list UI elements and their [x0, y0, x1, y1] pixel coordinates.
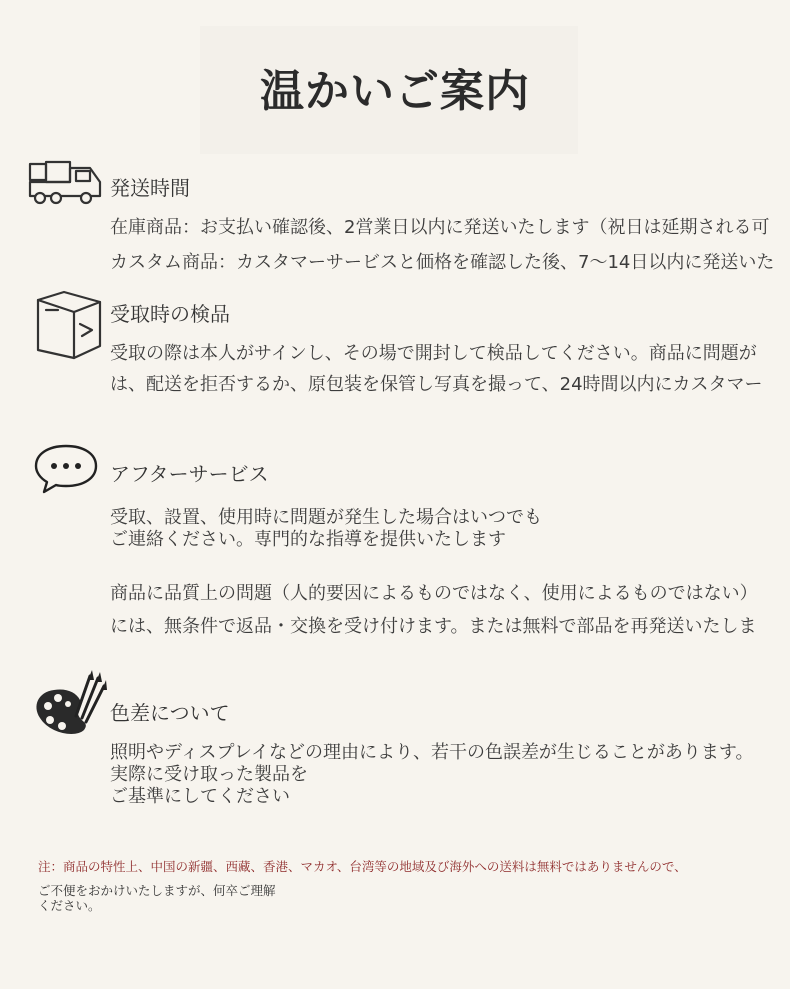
section-heading-inspection: 受取時の検品	[110, 302, 230, 326]
inspection-line-2: は、配送を拒否するか、原包装を保管し写真を撮って、24時間以内にカスタマー	[110, 374, 763, 395]
after-service-line-4: には、無条件で返品・交換を受け付けます。または無料で部品を再発送いたしま	[110, 616, 757, 637]
delivery-truck-icon	[26, 160, 106, 208]
page-title: 温かいご案内	[260, 66, 530, 117]
package-box-icon	[34, 288, 106, 362]
apology-note-line-1: ご不便をおかけいたしますが、何卒ご理解	[38, 883, 276, 898]
paint-palette-icon	[32, 668, 108, 738]
after-service-line-1: 受取、設置、使用時に問題が発生した場合はいつでも	[110, 507, 542, 528]
color-difference-line-3: ご基準にしてください	[110, 786, 290, 807]
shipping-fee-note: 注：商品の特性上、中国の新疆、西藏、香港、マカオ、台湾等の地域及び海外への送料は無料ではありませんので、	[38, 859, 687, 874]
inspection-line-1: 受取の際は本人がサインし、その場で開封して検品してください。商品に問題が	[110, 343, 757, 364]
section-heading-after-service: アフターサービス	[110, 462, 269, 486]
section-heading-color-difference: 色差について	[110, 701, 230, 725]
shipping-line-2: カスタム商品：カスタマーサービスと価格を確認した後、7〜14日以内に発送いた	[110, 252, 775, 273]
chat-bubble-icon	[32, 442, 100, 496]
apology-note-line-2: ください。	[38, 898, 101, 913]
after-service-line-3: 商品に品質上の問題（人的要因によるものではなく、使用によるものではない）	[110, 583, 758, 604]
section-heading-shipping: 発送時間	[110, 176, 190, 200]
after-service-line-2: ご連絡ください。専門的な指導を提供いたします	[110, 529, 506, 550]
color-difference-line-2: 実際に受け取った製品を	[110, 764, 308, 785]
shipping-line-1: 在庫商品：お支払い確認後、2営業日以内に発送いたします（祝日は延期される可	[110, 217, 770, 238]
color-difference-line-1: 照明やディスプレイなどの理由により、若干の色誤差が生じることがあります。	[110, 742, 754, 763]
